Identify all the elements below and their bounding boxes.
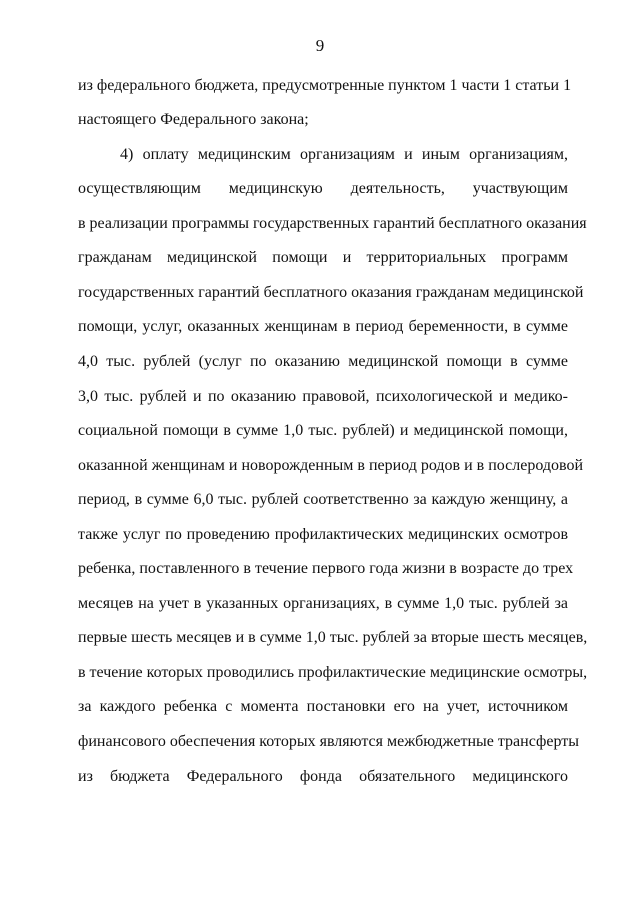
text-line: осуществляющим медицинскую деятельность, участвующим [78, 180, 568, 197]
text-line: оказанной женщинам и новорожденным в период родов и в послеродовой [78, 457, 584, 474]
text-line: в реализации программы государственных гарантий бесплатного оказания [78, 215, 587, 232]
text-line: настоящего Федерального закона; [78, 111, 309, 128]
paragraph-start-line: 4) оплату медицинским организациям и иным организациям, [120, 146, 568, 163]
text-line: также услуг по проведению профилактических медицинских осмотров [78, 526, 568, 543]
text-line: государственных гарантий бесплатного оказания гражданам медицинской [78, 284, 584, 301]
text-line: гражданам медицинской помощи и территориальных программ [78, 249, 568, 266]
text-line: первые шесть месяцев и в сумме 1,0 тыс. рублей за вторые шесть месяцев, [78, 629, 588, 646]
text-line: период, в сумме 6,0 тыс. рублей соответственно за каждую женщину, а [78, 491, 568, 508]
text-line: помощи, услуг, оказанных женщинам в период беременности, в сумме [78, 318, 568, 335]
text-line: 4,0 тыс. рублей (услуг по оказанию медицинской помощи в сумме [78, 353, 568, 370]
text-line: за каждого ребенка с момента постановки его на учет, источником [78, 698, 568, 715]
text-line: месяцев на учет в указанных организациях, в сумме 1,0 тыс. рублей за [78, 595, 568, 612]
page-number: 9 [315, 36, 325, 55]
text-line: финансового обеспечения которых являются межбюджетные трансферты [78, 733, 580, 750]
text-line: в течение которых проводились профилактические медицинские осмотры, [78, 664, 588, 681]
text-line: ребенка, поставленного в течение первого года жизни в возрасте до трех [78, 560, 574, 577]
text-line: из федерального бюджета, предусмотренные пунктом 1 части 1 статьи 1 [78, 77, 572, 94]
text-line: 3,0 тыс. рублей и по оказанию правовой, психологической и медико- [78, 388, 568, 405]
text-line: из бюджета Федерального фонда обязательного медицинского [78, 768, 568, 785]
text-line: социальной помощи в сумме 1,0 тыс. рублей) и медицинской помощи, [78, 422, 568, 439]
